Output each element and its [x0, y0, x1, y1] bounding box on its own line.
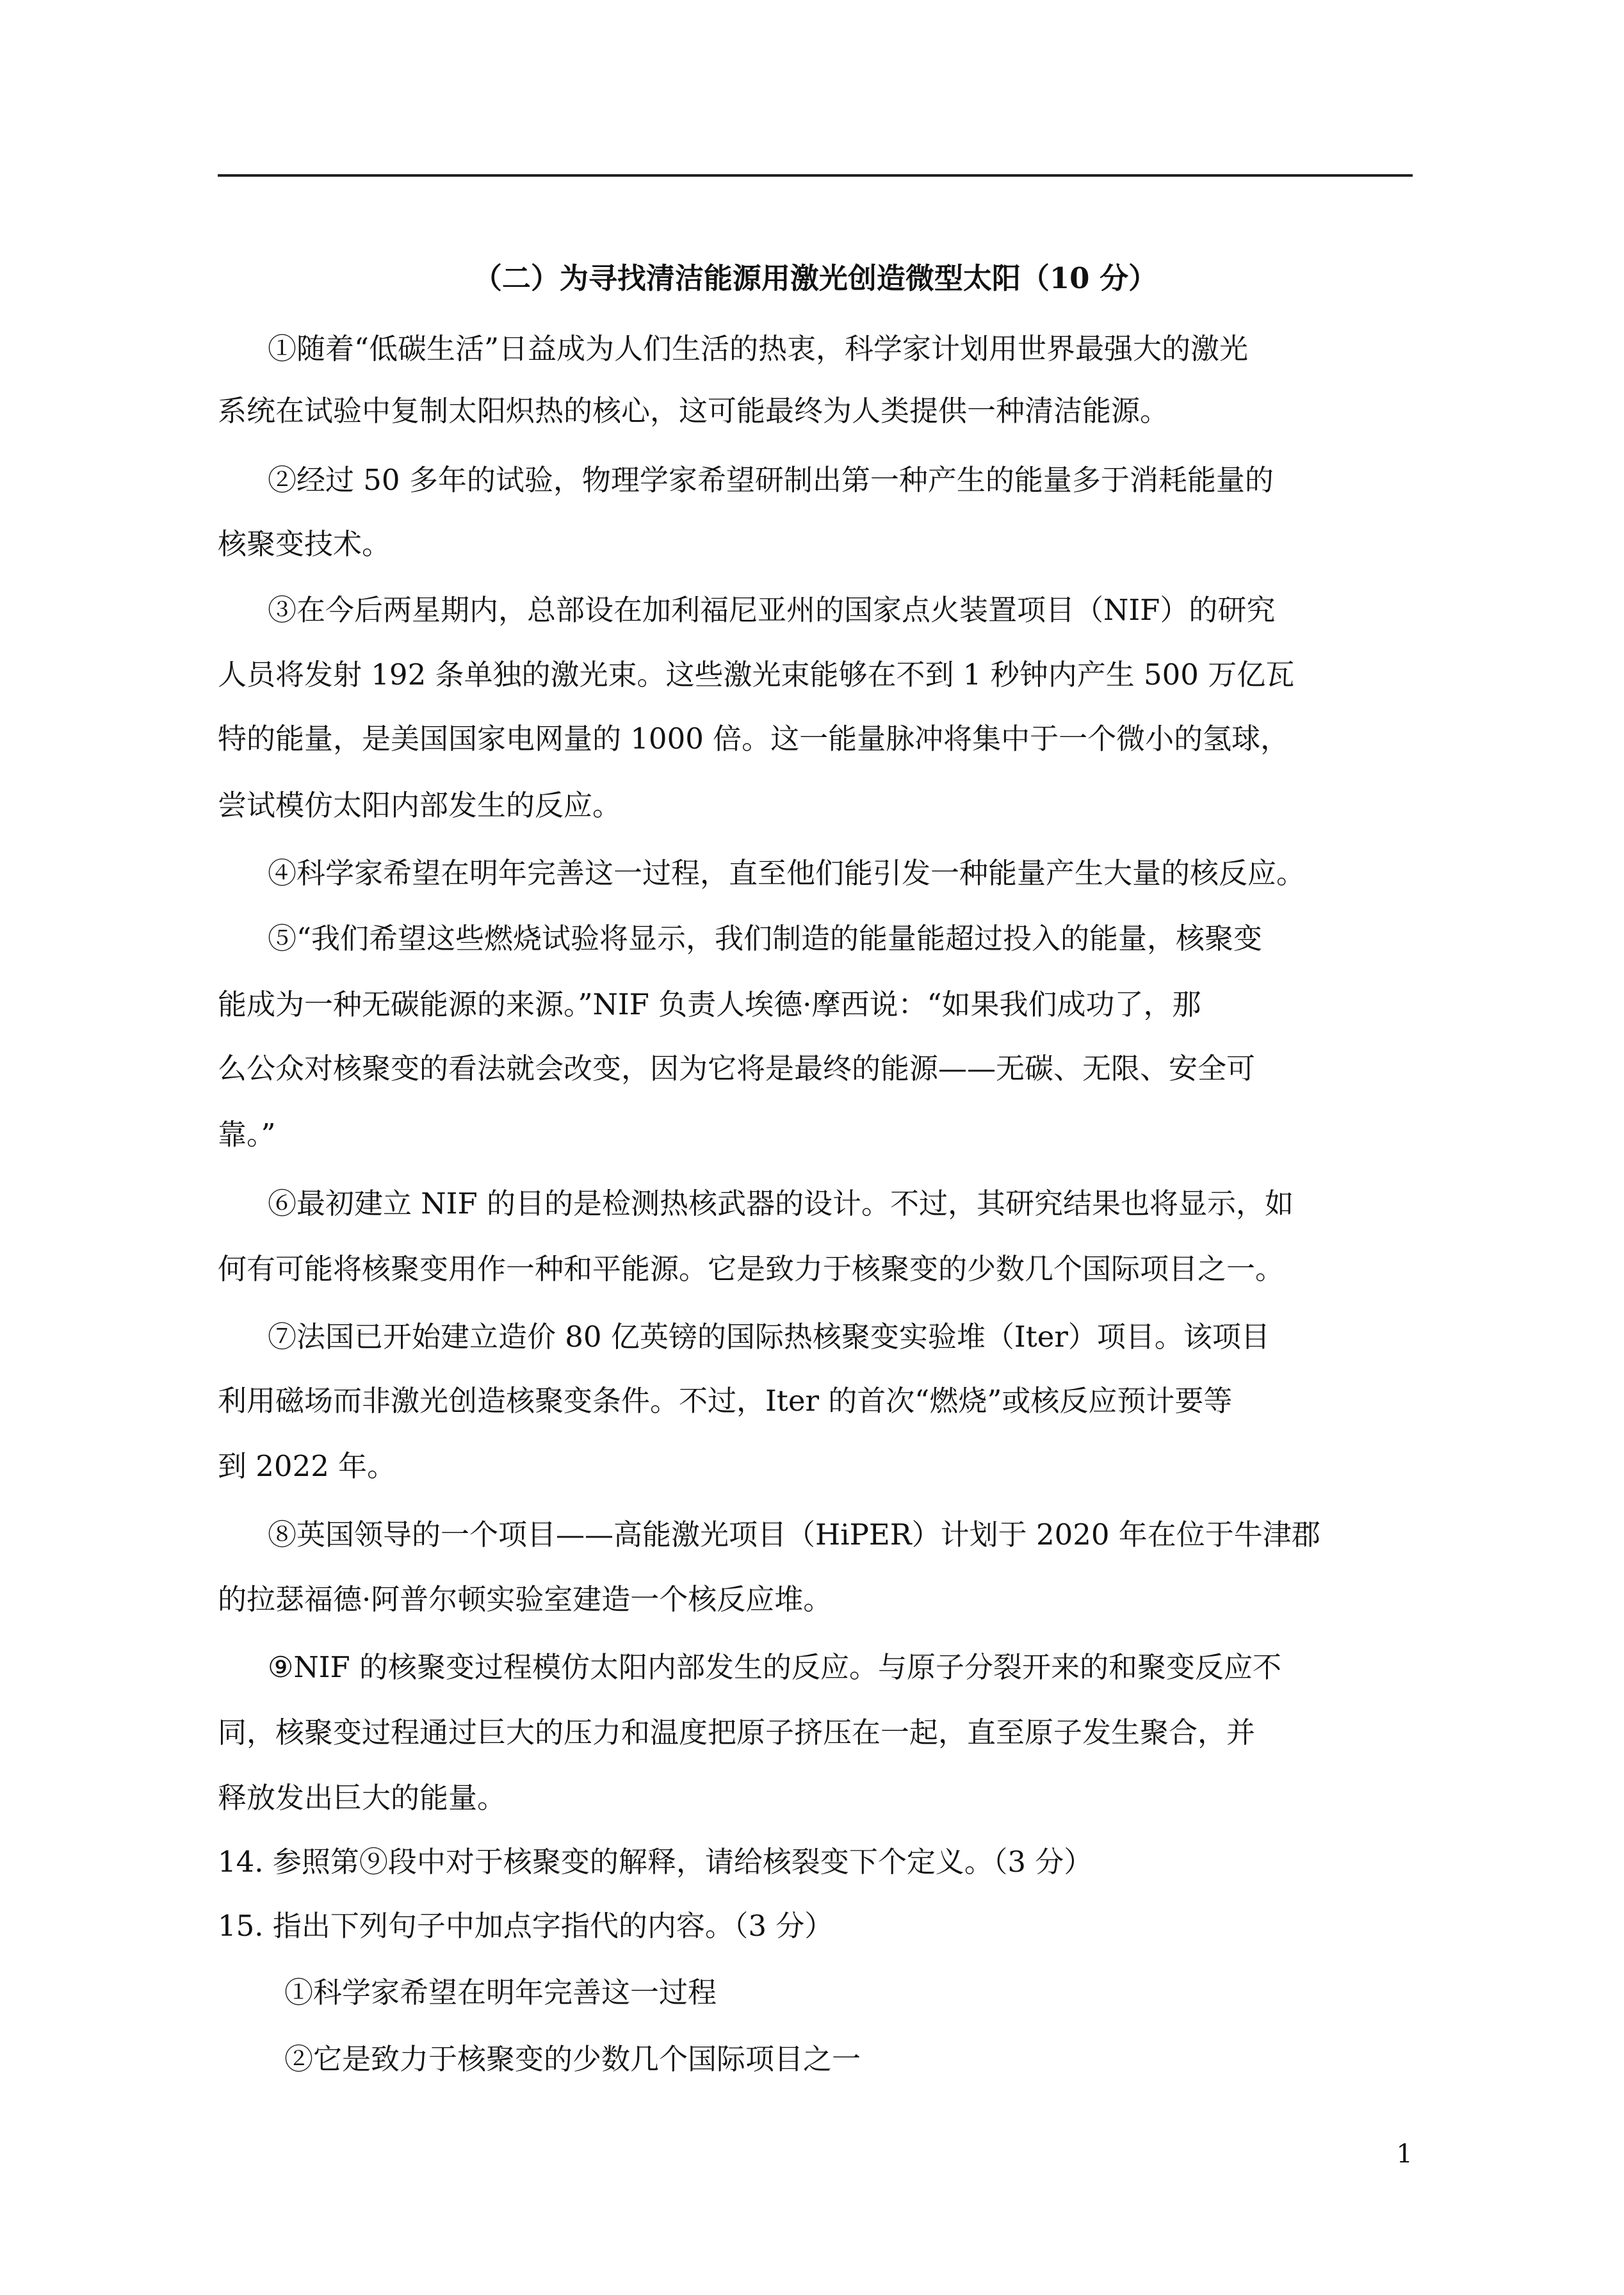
paragraph-7-line-1: ⑦法国已开始建立造价 80 亿英镑的国际热核聚变实验堆（Iter）项目。该项目 — [268, 1320, 1270, 1354]
paragraph-2-line-2: 核聚变技术。 — [218, 527, 391, 561]
question-14: 14. 参照第⑨段中对于核聚变的解释，请给核裂变下个定义。（3 分） — [218, 1845, 1093, 1879]
paragraph-6-line-2: 何有可能将核聚变用作一种和平能源。它是致力于核聚变的少数几个国际项目之一。 — [218, 1252, 1285, 1286]
paragraph-8-line-1: ⑧英国领导的一个项目——高能激光项目（HiPER）计划于 2020 年在位于牛津郡 — [268, 1518, 1320, 1552]
paragraph-3-line-1: ③在今后两星期内，总部设在加利福尼亚州的国家点火装置项目（NIF）的研究 — [268, 593, 1276, 627]
paragraph-7-line-2: 利用磁场而非激光创造核聚变条件。不过，Iter 的首次“燃烧”或核反应预计要等 — [218, 1384, 1233, 1418]
paragraph-9-line-1: ⑨NIF 的核聚变过程模仿太阳内部发生的反应。与原子分裂开来的和聚变反应不 — [268, 1650, 1282, 1684]
paragraph-5-line-4: 靠。” — [218, 1117, 276, 1151]
paragraph-7-line-3: 到 2022 年。 — [218, 1449, 396, 1483]
paragraph-5-line-1: ⑤“我们希望这些燃烧试验将显示，我们制造的能量能超过投入的能量，核聚变 — [268, 921, 1263, 955]
paragraph-2-line-1: ②经过 50 多年的试验，物理学家希望研制出第一种产生的能量多于消耗能量的 — [268, 463, 1274, 497]
paragraph-3-line-4: 尝试模仿太阳内部发生的反应。 — [218, 788, 622, 822]
question-15-item-1: ①科学家希望在明年完善这一过程 — [284, 1975, 717, 2009]
paragraph-3-line-2: 人员将发射 192 条单独的激光束。这些激光束能够在不到 1 秒钟内产生 500 万亿瓦 — [218, 658, 1295, 692]
paragraph-3-line-3: 特的能量，是美国国家电网量的 1000 倍。这一能量脉冲将集中于一个微小的氢球， — [218, 722, 1290, 756]
question-15: 15. 指出下列句子中加点字指代的内容。（3 分） — [218, 1909, 834, 1943]
header-rule — [218, 174, 1413, 177]
paragraph-5-line-2: 能成为一种无碳能源的来源。”NIF 负责人埃德·摩西说：“如果我们成功了，那 — [218, 987, 1201, 1021]
paragraph-8-line-2: 的拉瑟福德·阿普尔顿实验室建造一个核反应堆。 — [218, 1582, 832, 1616]
paragraph-6-line-1: ⑥最初建立 NIF 的目的是检测热核武器的设计。不过，其研究结果也将显示，如 — [268, 1187, 1294, 1220]
question-15-item-2: ②它是致力于核聚变的少数几个国际项目之一 — [284, 2042, 861, 2076]
paragraph-9-line-2: 同，核聚变过程通过巨大的压力和温度把原子挤压在一起，直至原子发生聚合，并 — [218, 1715, 1256, 1749]
paragraph-1-line-2: 系统在试验中复制太阳炽热的核心，这可能最终为人类提供一种清洁能源。 — [218, 394, 1169, 428]
paragraph-9-line-3: 释放发出巨大的能量。 — [218, 1781, 507, 1815]
paragraph-4-line-1: ④科学家希望在明年完善这一过程，直至他们能引发一种能量产生大量的核反应。 — [268, 856, 1306, 890]
paragraph-5-line-3: 么公众对核聚变的看法就会改变，因为它将是最终的能源——无碳、无限、安全可 — [218, 1051, 1256, 1085]
page-number: 1 — [1396, 2139, 1413, 2169]
paragraph-1-line-1: ①随着“低碳生活”日益成为人们生活的热衷，科学家计划用世界最强大的激光 — [268, 332, 1249, 366]
section-title: （二）为寻找清洁能源用激光创造微型太阳（10 分） — [473, 261, 1158, 295]
